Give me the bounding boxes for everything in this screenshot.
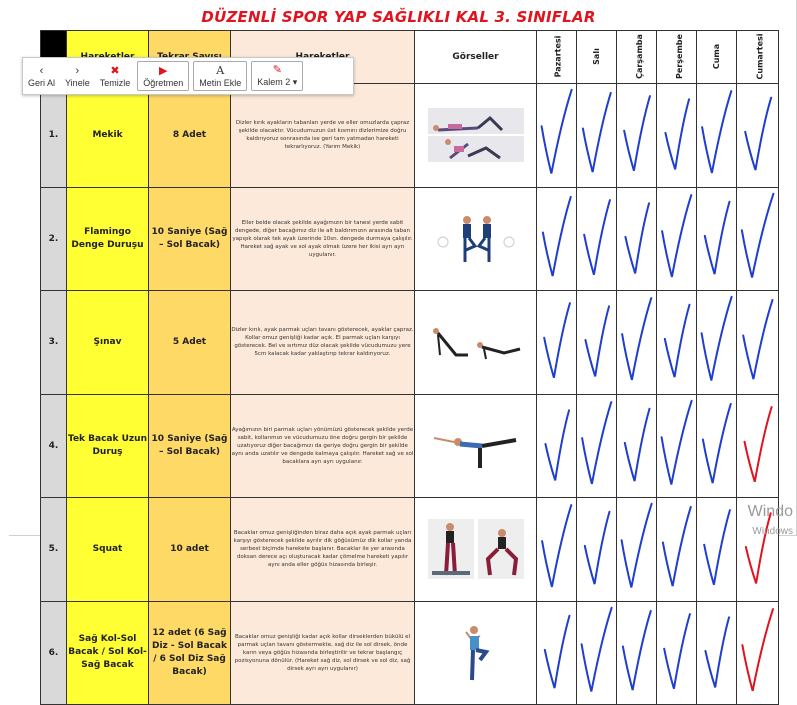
day-check-cell[interactable] (617, 84, 657, 188)
exercise-name: Mekik (67, 84, 149, 188)
play-icon: ▶ (159, 64, 168, 77)
day-check-cell[interactable] (617, 498, 657, 602)
day-check-cell[interactable] (657, 291, 697, 395)
close-icon: ✖ (110, 64, 120, 77)
balance-photo (428, 422, 524, 470)
blue-check-mark (697, 602, 736, 705)
row-number: 6. (41, 601, 67, 705)
row-number: 5. (41, 498, 67, 602)
day-check-cell[interactable] (697, 498, 737, 602)
day-check-cell[interactable] (617, 187, 657, 291)
blue-check-mark (737, 188, 778, 291)
redo-label: Yinele (65, 77, 90, 88)
header-day-wed (617, 31, 657, 84)
table-row (41, 187, 779, 291)
day-check-cell[interactable] (617, 291, 657, 395)
blue-check-mark (657, 498, 696, 601)
red-check-mark (737, 395, 778, 498)
day-check-cell[interactable] (697, 84, 737, 188)
blue-check-mark (577, 602, 616, 705)
blue-check-mark (577, 84, 616, 187)
pen-button[interactable] (251, 61, 303, 91)
table-row (41, 84, 779, 188)
exercise-image (415, 291, 537, 395)
table-row (41, 498, 779, 602)
day-check-cell[interactable] (737, 394, 779, 498)
day-check-cell[interactable] (577, 84, 617, 188)
add-text-label: Metin Ekle (199, 77, 242, 88)
situp-photo (428, 108, 524, 162)
day-check-cell[interactable] (577, 291, 617, 395)
exercise-reps: 10 Saniye (Sağ – Sol Bacak) (149, 187, 231, 291)
clear-button[interactable] (95, 58, 136, 94)
blue-check-mark (537, 498, 576, 601)
blue-check-mark (537, 602, 576, 705)
row-number: 1. (41, 84, 67, 188)
day-check-cell[interactable] (577, 394, 617, 498)
day-label: Cumartesi (755, 33, 765, 80)
day-check-cell[interactable] (737, 291, 779, 395)
header-day-mon (537, 31, 577, 84)
day-check-cell[interactable] (697, 291, 737, 395)
blue-check-mark (537, 84, 576, 187)
pushup-photo (428, 319, 524, 365)
blue-check-mark (657, 291, 696, 394)
day-check-cell[interactable] (697, 601, 737, 705)
day-label: Çarşamba (634, 34, 644, 79)
pen-icon: ✎ (272, 64, 282, 76)
blue-check-mark (657, 602, 696, 705)
day-check-cell[interactable] (577, 187, 617, 291)
day-label: Pazartesi (553, 35, 563, 78)
blue-check-mark (697, 188, 736, 291)
day-check-cell[interactable] (657, 394, 697, 498)
blue-check-mark (577, 498, 616, 601)
exercise-reps: 8 Adet (149, 84, 231, 188)
day-check-cell[interactable] (697, 187, 737, 291)
exercise-description: Dizler kırılı, ayak parmak uçları tavanı gösterecek, ayaklar çapraz. Kollar omuz genişliği kadar açık. El parmak uçları karşıyı gösterecek. Bel ve sırtımız düz olacak şekilde vücudumuzu yere 5cm kalacak kadar yaklaştırıp tekrar kaldırıyoruz. (231, 291, 415, 395)
exercise-description: Bacaklar omuz genişliğinden biraz daha açık ayak parmak uçları karşıyı gösterecek şekilde ayrılır dik göğüsümüz dik kollar yanda serbest biçimde harekete başlanır. Bacaklar ile yer arasında doksan derece açı oluşturacak kadar çömelme hareketi yapılır aynı anda eller göğüs hizasında birleşir. (231, 498, 415, 602)
header-day-fri (697, 31, 737, 84)
exercise-reps: 5 Adet (149, 291, 231, 395)
exercise-image (415, 601, 537, 705)
pen-label: Kalem 2 ▾ (257, 77, 298, 87)
day-check-cell[interactable] (577, 498, 617, 602)
day-check-cell[interactable] (617, 394, 657, 498)
exercise-description: Ayağımızın biri parmak uçları yönümüzü gösterecek şekilde yerde sabit, kollarımızı ve vücudumuzu öne doğru gergin bir şekilde uzatıyoruz diğer bacağımızı da geriye doğru gergin bir şekilde aynı anda uzatılır ve dengede kalmaya çalışılır. Hareket sağ ve sol bacaklara ayrı ayrı uygulanır. (231, 394, 415, 498)
knee-elbow-photo (446, 622, 506, 684)
day-check-cell[interactable] (537, 498, 577, 602)
day-check-cell[interactable] (737, 601, 779, 705)
blue-check-mark (737, 291, 778, 394)
day-check-cell[interactable] (737, 187, 779, 291)
redo-button[interactable] (60, 58, 95, 94)
table-row (41, 291, 779, 395)
blue-check-mark (577, 291, 616, 394)
text-icon: A (216, 63, 225, 77)
blue-check-mark (657, 84, 696, 187)
exercise-image (415, 84, 537, 188)
blue-check-mark (697, 291, 736, 394)
flamingo-photo (431, 212, 521, 266)
blue-check-mark (537, 291, 576, 394)
day-check-cell[interactable] (537, 394, 577, 498)
day-check-cell[interactable] (657, 187, 697, 291)
exercise-image (415, 498, 537, 602)
exercise-name: Şınav (67, 291, 149, 395)
day-check-cell[interactable] (617, 601, 657, 705)
table-row (41, 601, 779, 705)
blue-check-mark (697, 498, 736, 601)
day-label: Salı (592, 48, 601, 65)
exercise-description: Bacaklar omuz genişliği kadar açık kollar dirseklerden bükülü el parmak uçları tavanı göstermekte, sağ diz ile sol dirsek, önde karın veya göğüs hizasında birleştirilir ve tekrar başlangıç pozisyonuna dönülür. (Hareket sağ diz, sol dirsek ve sol diz, sağ dirsek ayrı ayrı uygulanır) (231, 601, 415, 705)
header-day-sat (737, 31, 779, 84)
exercise-name: Tek Bacak Uzun Duruş (67, 394, 149, 498)
teacher-label: Öğretmen (143, 77, 184, 88)
day-label: Perşembe (674, 34, 684, 79)
blue-check-mark (617, 188, 656, 291)
page-title: DÜZENLİ SPOR YAP SAĞLIKLI KAL 3. SINIFLAR (201, 8, 596, 26)
add-text-button[interactable] (193, 61, 247, 91)
blue-check-mark (617, 498, 656, 601)
blue-check-mark (657, 395, 696, 498)
blue-check-mark (577, 395, 616, 498)
exercise-image (415, 187, 537, 291)
exercise-description: Eller belde olacak şekilde ayağımızın bir tanesi yerde sabit dengede, diğer bacağımız diz ile alt baldırımızın arasında taban yapışık olarak tek ayak üzerinde 10sn. dengede durmaya çalışılır. Hareket sağ ayak ve sol ayak olmak üzere her ikisi ayrı ayrı uygulanır. (231, 187, 415, 291)
day-check-cell[interactable] (657, 84, 697, 188)
exercise-name: Sağ Kol-Sol Bacak / Sol Kol-Sağ Bacak (67, 601, 149, 705)
blue-check-mark (617, 395, 656, 498)
undo-button[interactable] (23, 58, 60, 94)
blue-check-mark (537, 188, 576, 291)
exercise-reps: 10 adet (149, 498, 231, 602)
header-day-thu (657, 31, 697, 84)
header-images: Görseller (415, 31, 537, 84)
exercise-reps: 10 Saniye (Sağ – Sol Bacak) (149, 394, 231, 498)
exercise-image (415, 394, 537, 498)
day-check-cell[interactable] (537, 187, 577, 291)
red-check-mark (737, 602, 778, 705)
blue-check-mark (617, 602, 656, 705)
day-check-cell[interactable] (697, 394, 737, 498)
squat-photo (428, 519, 524, 579)
exercise-name: Flamingo Denge Duruşu (67, 187, 149, 291)
row-number: 2. (41, 187, 67, 291)
windows-watermark-sub: Windows (752, 526, 793, 537)
table-row (41, 394, 779, 498)
blue-check-mark (537, 395, 576, 498)
day-check-cell[interactable] (737, 84, 779, 188)
row-number: 3. (41, 291, 67, 395)
day-check-cell[interactable] (537, 601, 577, 705)
blue-check-mark (617, 291, 656, 394)
annotation-toolbar (22, 57, 354, 95)
day-check-cell[interactable] (577, 601, 617, 705)
day-check-cell[interactable] (537, 84, 577, 188)
exercise-table (40, 30, 779, 705)
exercise-description: Dizler kırık ayakların tabanları yerde ve eller omuzlarda çapraz şekilde olacaktır. Vücudumuzun üst kısmını dizlerimize doğru kaldırıyoruz sonrasında ise geri tam yatmadan hareketi tekrarlıyoruz. (Yarım Mekik) (231, 84, 415, 188)
header-day-tue (577, 31, 617, 84)
chevron-right-icon: › (75, 64, 80, 77)
blue-check-mark (617, 84, 656, 187)
blue-check-mark (737, 84, 778, 187)
chevron-left-icon: ‹ (39, 64, 44, 77)
teacher-button[interactable] (137, 61, 189, 91)
undo-label: Geri Al (28, 77, 56, 88)
blue-check-mark (577, 188, 616, 291)
blue-check-mark (697, 84, 736, 187)
exercise-name: Squat (67, 498, 149, 602)
day-check-cell[interactable] (657, 601, 697, 705)
day-check-cell[interactable] (537, 291, 577, 395)
day-label: Cuma (712, 43, 721, 70)
blue-check-mark (697, 395, 736, 498)
row-number: 4. (41, 394, 67, 498)
clear-label: Temizle (99, 77, 131, 88)
windows-watermark: Windo (747, 503, 793, 520)
blue-check-mark (657, 188, 696, 291)
exercise-reps: 12 adet (6 Sağ Diz - Sol Bacak / 6 Sol Diz Sağ Bacak) (149, 601, 231, 705)
day-check-cell[interactable] (657, 498, 697, 602)
